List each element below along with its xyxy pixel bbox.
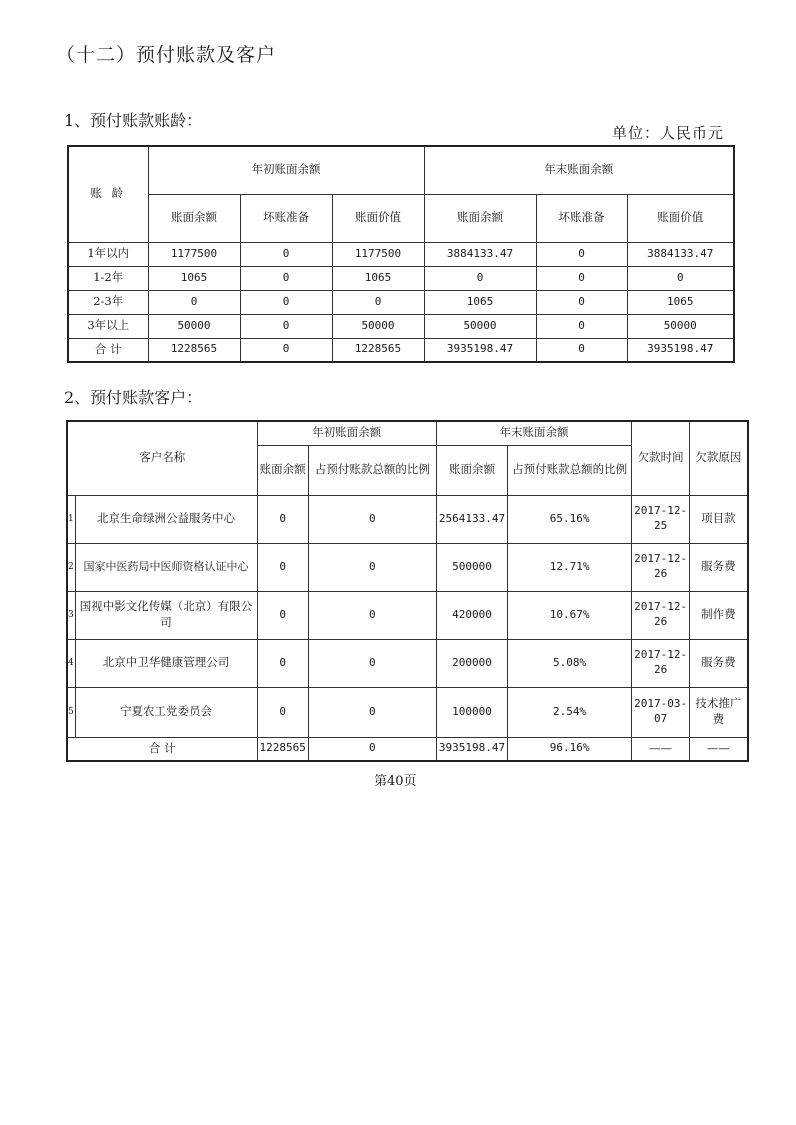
cell: 0 (332, 290, 424, 314)
section-title: （十二）预付账款及客户 (56, 44, 277, 66)
sub-header: 账面余额 (436, 445, 507, 495)
col-age-header: 账 龄 (68, 146, 148, 242)
aging-heading: 1、预付账款账龄： (64, 111, 203, 130)
cell: 0 (240, 338, 332, 362)
aging-table (67, 145, 735, 363)
customer-name: 北京生命绿洲公益服务中心 (75, 495, 257, 543)
table-row (67, 495, 748, 543)
cell: 96.16% (508, 737, 632, 761)
sub-header: 坏账准备 (536, 194, 627, 242)
row-index: 3 (67, 591, 75, 639)
group-end-header: 年末账面余额 (424, 146, 734, 194)
cell: 制作费 (690, 591, 748, 639)
row-index: 2 (67, 543, 75, 591)
row-index: 5 (67, 687, 75, 737)
cell: 2017-12-26 (632, 591, 690, 639)
group-end-header: 年末账面余额 (436, 421, 631, 445)
unit-label: 单位：人民币元 (612, 124, 725, 142)
customer-name: 国视中影文化传媒（北京）有限公司 (75, 591, 257, 639)
sub-header: 占预付账款总额的比例 (308, 445, 436, 495)
row-index: 4 (67, 639, 75, 687)
row-label: 合 计 (67, 737, 257, 761)
cell: 1228565 (257, 737, 308, 761)
cell: 1065 (627, 290, 734, 314)
cell: 项目款 (690, 495, 748, 543)
cell: 0 (308, 495, 436, 543)
cell: 2564133.47 (436, 495, 507, 543)
cell: 3935198.47 (627, 338, 734, 362)
col-reason-header: 欠款原因 (690, 421, 748, 495)
table-row (67, 543, 748, 591)
cell: 0 (308, 737, 436, 761)
cell: 0 (536, 242, 627, 266)
cell: 技术推广费 (690, 687, 748, 737)
cell: 100000 (436, 687, 507, 737)
cell: 0 (536, 314, 627, 338)
cell: 1177500 (148, 242, 240, 266)
cell: 服务费 (690, 639, 748, 687)
cell: 0 (257, 495, 308, 543)
table-row (68, 266, 734, 290)
sub-header: 账面余额 (257, 445, 308, 495)
cell: 50000 (148, 314, 240, 338)
cell: 0 (257, 639, 308, 687)
cell: 0 (257, 591, 308, 639)
cell: 12.71% (508, 543, 632, 591)
total-row (67, 737, 748, 761)
cell: 0 (536, 338, 627, 362)
cell: 1177500 (332, 242, 424, 266)
table-row (68, 314, 734, 338)
cell: 0 (308, 591, 436, 639)
customers-table (66, 420, 749, 762)
cell: 0 (240, 266, 332, 290)
cell: 5.08% (508, 639, 632, 687)
row-label: 合 计 (68, 338, 148, 362)
group-begin-header: 年初账面余额 (148, 146, 424, 194)
sub-header: 账面价值 (627, 194, 734, 242)
row-label: 1-2年 (68, 266, 148, 290)
cell: 0 (257, 543, 308, 591)
cell: 服务费 (690, 543, 748, 591)
cell: 2017-03-07 (632, 687, 690, 737)
customer-name: 北京中卫华健康管理公司 (75, 639, 257, 687)
cell: 0 (240, 314, 332, 338)
table-row (67, 687, 748, 737)
cell: 3935198.47 (436, 737, 507, 761)
cell: 1228565 (332, 338, 424, 362)
cell: 3884133.47 (424, 242, 536, 266)
cell: 1065 (148, 266, 240, 290)
cell: 420000 (436, 591, 507, 639)
cell: 200000 (436, 639, 507, 687)
cell: 0 (240, 242, 332, 266)
group-begin-header: 年初账面余额 (257, 421, 436, 445)
cell: 0 (424, 266, 536, 290)
cell: 1228565 (148, 338, 240, 362)
cell: 2017-12-26 (632, 543, 690, 591)
cell: 0 (536, 266, 627, 290)
row-index: 1 (67, 495, 75, 543)
cell: 3884133.47 (627, 242, 734, 266)
row-label: 3年以上 (68, 314, 148, 338)
table-row (68, 290, 734, 314)
row-label: 2-3年 (68, 290, 148, 314)
table-row (68, 242, 734, 266)
row-label: 1年以内 (68, 242, 148, 266)
cell: 3935198.47 (424, 338, 536, 362)
page-number: 第40页 (374, 774, 417, 789)
cell: 50000 (627, 314, 734, 338)
cell: 500000 (436, 543, 507, 591)
cell: 0 (308, 639, 436, 687)
cell: 0 (536, 290, 627, 314)
cell: 50000 (332, 314, 424, 338)
cell: 2.54% (508, 687, 632, 737)
cell: 0 (257, 687, 308, 737)
cell: 1065 (424, 290, 536, 314)
cell: 10.67% (508, 591, 632, 639)
cell: 50000 (424, 314, 536, 338)
sub-header: 占预付账款总额的比例 (508, 445, 632, 495)
sub-header: 账面余额 (148, 194, 240, 242)
cell: 0 (308, 543, 436, 591)
cell: 0 (627, 266, 734, 290)
cell: —— (632, 737, 690, 761)
sub-header: 账面余额 (424, 194, 536, 242)
cell: 65.16% (508, 495, 632, 543)
table-row (67, 639, 748, 687)
col-time-header: 欠款时间 (632, 421, 690, 495)
cell: 0 (240, 290, 332, 314)
customer-name: 宁夏农工党委员会 (75, 687, 257, 737)
cell: 2017-12-26 (632, 639, 690, 687)
col-name-header: 客户名称 (67, 421, 257, 495)
customer-name: 国家中医药局中医师资格认证中心 (75, 543, 257, 591)
cell: —— (690, 737, 748, 761)
table-row (67, 591, 748, 639)
sub-header: 账面价值 (332, 194, 424, 242)
cell: 2017-12-25 (632, 495, 690, 543)
cell: 0 (148, 290, 240, 314)
customers-heading: 2、预付账款客户： (64, 388, 203, 407)
sub-header: 坏账准备 (240, 194, 332, 242)
cell: 0 (308, 687, 436, 737)
total-row (68, 338, 734, 362)
cell: 1065 (332, 266, 424, 290)
